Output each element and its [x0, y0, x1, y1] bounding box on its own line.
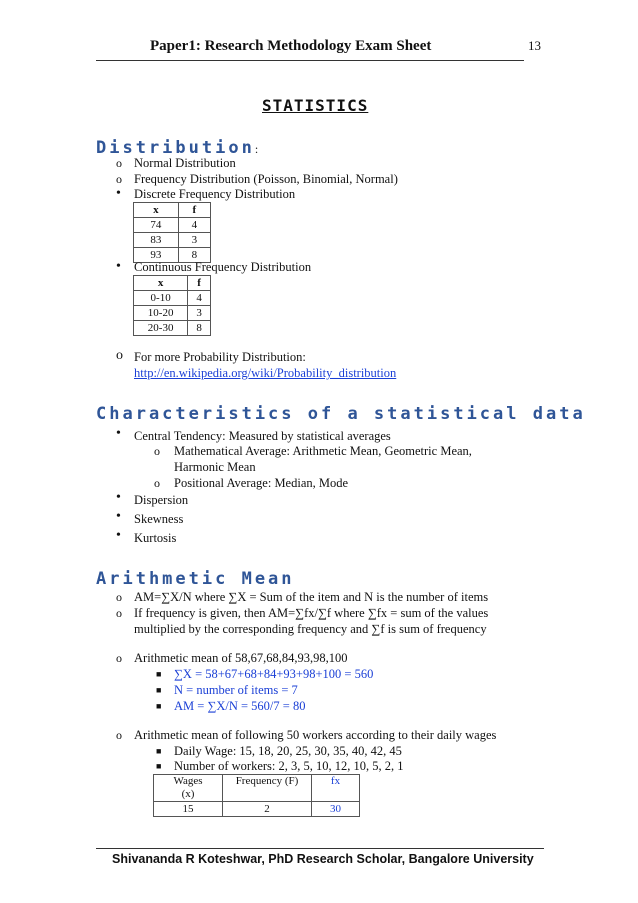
bullet-o-icon: o — [116, 606, 122, 620]
bullet-o-icon: o — [116, 156, 122, 170]
bullet-o-icon: o — [116, 348, 123, 363]
list-item-continuation: multiplied by the corresponding frequency and ∑f is sum of frequency — [134, 622, 487, 636]
bullet-o-icon: o — [154, 444, 160, 458]
list-item: Frequency Distribution (Poisson, Binomial, Normal) — [134, 172, 398, 186]
list-item: Normal Distribution — [134, 156, 236, 170]
bullet-o-icon: o — [116, 728, 122, 742]
table-cell: 10-20 — [134, 306, 188, 321]
list-item: Mathematical Average: Arithmetic Mean, Geometric Mean, — [174, 444, 472, 458]
continuous-frequency-table — [133, 275, 211, 336]
bullet-square-icon: ■ — [156, 669, 162, 679]
wages-header-label: Wages — [173, 775, 203, 787]
bullet-dot-icon: • — [116, 490, 121, 505]
table-header: f — [188, 276, 211, 291]
wages-table — [153, 774, 360, 817]
heading-colon: : — [254, 142, 259, 156]
table-cell: 30 — [312, 802, 360, 817]
list-item: AM = ∑X/N = 560/7 = 80 — [174, 699, 306, 713]
list-item: Dispersion — [134, 493, 189, 507]
bullet-dot-icon: • — [116, 259, 121, 274]
table-cell: 8 — [178, 248, 210, 263]
wages-header-unit: (x) — [181, 788, 195, 800]
probability-distribution-link[interactable]: http://en.wikipedia.org/wiki/Probability_distribution — [134, 366, 397, 380]
list-item: Daily Wage: 15, 18, 20, 25, 30, 35, 40, 42, 45 — [174, 744, 402, 758]
table-cell: 4 — [188, 291, 211, 306]
list-item: AM=∑X/N where ∑X = Sum of the item and N is the number of items — [134, 590, 489, 604]
list-item: Discrete Frequency Distribution — [134, 187, 296, 201]
table-header: x — [134, 203, 179, 218]
distribution-heading-text: Distribution — [96, 138, 255, 158]
table-cell: 20-30 — [134, 321, 188, 336]
table-cell: 2 — [223, 802, 312, 817]
list-item: ∑X = 58+67+68+84+93+98+100 = 560 — [174, 667, 374, 681]
header-rule — [96, 60, 524, 61]
table-header: x — [134, 276, 188, 291]
list-item: If frequency is given, then AM=∑fx/∑f where ∑fx = sum of the values — [134, 606, 489, 620]
bullet-dot-icon: • — [116, 186, 121, 201]
list-item: Kurtosis — [134, 531, 177, 545]
bullet-square-icon: ■ — [156, 761, 162, 771]
list-item: Skewness — [134, 512, 184, 526]
bullet-square-icon: ■ — [156, 685, 162, 695]
characteristics-heading: Characteristics of a statistical data — [96, 404, 586, 424]
bullet-square-icon: ■ — [156, 701, 162, 711]
table-header: fx — [312, 775, 360, 802]
bullet-square-icon: ■ — [156, 746, 162, 756]
bullet-o-icon: o — [116, 172, 122, 186]
list-item: For more Probability Distribution: — [134, 350, 306, 364]
arithmetic-mean-heading: Arithmetic Mean — [96, 569, 295, 589]
discrete-frequency-table — [133, 202, 211, 263]
table-header — [154, 775, 223, 802]
list-item: Arithmetic mean of 58,67,68,84,93,98,100 — [134, 651, 348, 665]
bullet-o-icon: o — [116, 590, 122, 604]
list-item: Arithmetic mean of following 50 workers according to their daily wages — [134, 728, 497, 742]
table-cell: 0-10 — [134, 291, 188, 306]
bullet-dot-icon: • — [116, 426, 121, 441]
list-item-continuation: Harmonic Mean — [174, 460, 256, 474]
bullet-o-icon: o — [116, 651, 122, 665]
list-item: Continuous Frequency Distribution — [134, 260, 312, 274]
table-cell: 3 — [188, 306, 211, 321]
bullet-dot-icon: • — [116, 528, 121, 543]
table-cell: 8 — [188, 321, 211, 336]
table-cell: 74 — [134, 218, 179, 233]
table-header: f — [178, 203, 210, 218]
table-header: Frequency (F) — [223, 775, 312, 802]
section-title: STATISTICS — [262, 96, 369, 115]
table-cell: 93 — [134, 248, 179, 263]
table-cell: 4 — [178, 218, 210, 233]
page-header-title: Paper1: Research Methodology Exam Sheet — [150, 38, 432, 54]
bullet-o-icon: o — [154, 476, 160, 490]
list-item: Positional Average: Median, Mode — [174, 476, 349, 490]
list-item: Central Tendency: Measured by statistical averages — [134, 429, 391, 443]
distribution-heading — [96, 138, 258, 158]
table-cell: 15 — [154, 802, 223, 817]
list-item: N = number of items = 7 — [174, 683, 298, 697]
table-cell: 83 — [134, 233, 179, 248]
table-cell: 3 — [178, 233, 210, 248]
page-footer: Shivananda R Koteshwar, PhD Research Scholar, Bangalore University — [112, 852, 534, 866]
bullet-dot-icon: • — [116, 509, 121, 524]
page-number: 13 — [528, 38, 541, 53]
list-item: Number of workers: 2, 3, 5, 10, 12, 10, 5, 2, 1 — [174, 759, 404, 773]
footer-rule — [96, 848, 544, 849]
